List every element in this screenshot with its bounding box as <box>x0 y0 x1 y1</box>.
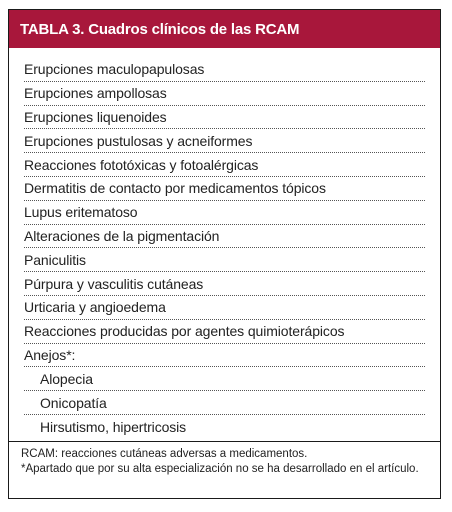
list-item-label: Hirsutismo, hipertricosis <box>40 418 187 435</box>
list-item <box>24 225 425 249</box>
table-3 <box>8 9 441 499</box>
list-item-label: Lupus eritematoso <box>24 204 138 221</box>
list-item-label: Erupciones pustulosas y acneiformes <box>24 132 253 149</box>
list-item <box>24 153 425 177</box>
list-item <box>24 82 425 106</box>
list-item <box>24 272 425 296</box>
list-subitem <box>24 367 425 391</box>
list-item-label: Dermatitis de contacto por medicamentos tópicos <box>24 180 326 197</box>
list-item-label: Alteraciones de la pigmentación <box>24 227 220 244</box>
list-item <box>24 320 425 344</box>
table-title-text: TABLA 3. Cuadros clínicos de las RCAM <box>20 20 300 38</box>
list-item <box>24 248 425 272</box>
list-item-label: Anejos*: <box>24 346 76 363</box>
list-item-label: Reacciones fototóxicas y fotoalérgicas <box>24 156 259 173</box>
list-item-label: Púrpura y vasculitis cutáneas <box>24 275 204 292</box>
list-subitem <box>24 391 425 415</box>
clinical-conditions-list <box>9 58 440 439</box>
list-item-label: Paniculitis <box>24 251 86 268</box>
list-item-label: Erupciones ampollosas <box>24 85 167 102</box>
list-item-label: Erupciones liquenoides <box>24 108 167 125</box>
list-item <box>24 201 425 225</box>
footnote-asterisk: *Apartado que por su alta especialización no se ha desarrollado en el artículo. <box>21 463 419 475</box>
list-item-label: Onicopatía <box>40 394 107 411</box>
list-item-label: Alopecia <box>40 370 93 387</box>
list-item <box>24 106 425 130</box>
list-item-anejos-heading <box>24 344 425 368</box>
list-subitem <box>24 415 425 439</box>
table-title <box>9 10 440 48</box>
list-item-label: Reacciones producidas por agentes quimioterápicos <box>24 323 345 340</box>
list-item <box>24 58 425 82</box>
list-item <box>24 177 425 201</box>
list-item <box>24 296 425 320</box>
list-item-label: Erupciones maculopapulosas <box>24 61 205 78</box>
list-item-label: Urticaria y angioedema <box>24 299 166 316</box>
table-footnotes <box>9 441 440 477</box>
footnote-abbreviation: RCAM: reacciones cutáneas adversas a medicamentos. <box>21 448 308 460</box>
list-item <box>24 129 425 153</box>
